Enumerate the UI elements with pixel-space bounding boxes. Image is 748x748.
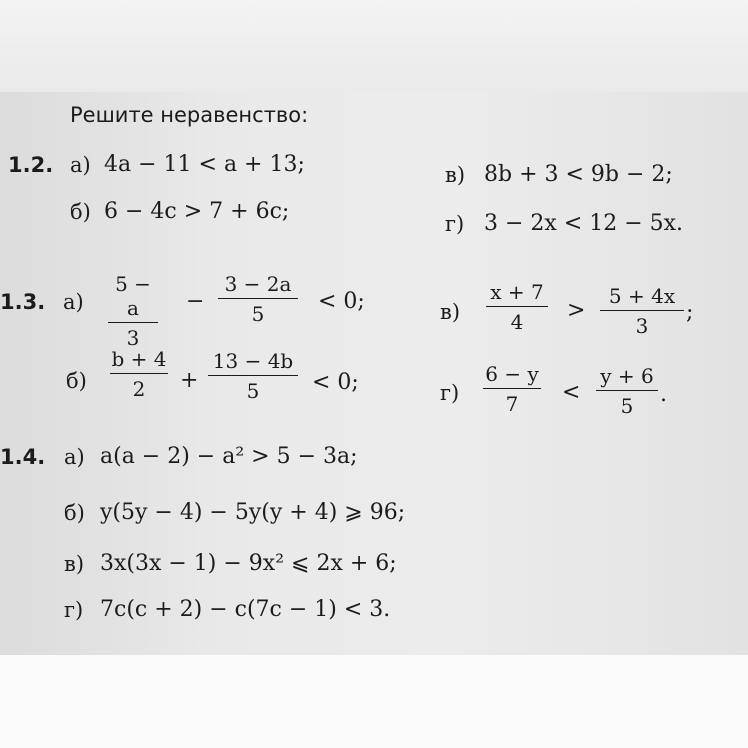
fraction-bar — [110, 373, 168, 374]
ex13-v-operator: > — [567, 298, 586, 323]
ex13-a-operator: − — [186, 289, 205, 314]
exercise-number-1-2: 1.2. — [8, 153, 54, 177]
ex13-v-fraction-2 — [600, 284, 684, 338]
ex12-a-expr: 4a − 11 < a + 13; — [104, 152, 305, 177]
ex13-g-f1-denominator: 7 — [505, 392, 519, 416]
fraction-bar — [600, 310, 684, 311]
ex12-a-label: а) — [70, 153, 91, 177]
ex13-g-f2-denominator: 5 — [620, 394, 634, 418]
fraction-bar — [208, 375, 298, 376]
ex13-v-label: в) — [440, 300, 461, 324]
ex13-g-fraction-2 — [596, 364, 658, 418]
fraction-bar — [218, 298, 298, 299]
background-bottom — [0, 655, 748, 748]
ex14-b-expr: y(5y − 4) − 5y(y + 4) ⩾ 96; — [100, 500, 406, 525]
ex13-b-fraction-1 — [110, 347, 168, 401]
ex14-g-expr: 7c(c + 2) − c(7c − 1) < 3. — [100, 597, 391, 622]
fraction-bar — [108, 322, 158, 323]
ex13-a-f2-denominator: 5 — [251, 302, 265, 326]
ex13-v-f1-denominator: 4 — [510, 310, 524, 334]
ex13-g-fraction-1 — [483, 362, 541, 416]
ex13-g-tail: . — [660, 382, 667, 407]
ex13-g-f2-numerator: y + 6 — [600, 364, 654, 388]
ex13-v-tail: ; — [686, 300, 694, 325]
ex13-b-tail: < 0; — [312, 370, 359, 395]
fraction-bar — [483, 388, 541, 389]
ex13-g-label: г) — [440, 381, 460, 405]
ex13-b-f1-denominator: 2 — [132, 377, 146, 401]
ex13-a-f1-denominator: 3 — [126, 326, 140, 350]
ex13-v-f2-denominator: 3 — [635, 314, 649, 338]
ex13-b-f1-numerator: b + 4 — [111, 347, 167, 371]
ex14-b-label: б) — [64, 501, 85, 525]
ex13-v-f2-numerator: 5 + 4x — [608, 284, 676, 308]
ex13-v-f1-numerator: x + 7 — [490, 280, 544, 304]
ex14-a-label: а) — [64, 445, 85, 469]
ex13-g-operator: < — [562, 380, 581, 405]
ex13-g-f1-numerator: 6 − y — [485, 362, 539, 386]
ex13-b-fraction-2 — [208, 349, 298, 403]
ex13-a-fraction-1 — [108, 272, 158, 350]
ex14-v-label: в) — [64, 552, 85, 576]
ex12-g-expr: 3 − 2x < 12 − 5x. — [484, 211, 684, 236]
ex14-g-label: г) — [64, 598, 84, 622]
ex12-b-expr: 6 − 4c > 7 + 6c; — [104, 199, 290, 224]
exercise-number-1-4: 1.4. — [0, 445, 46, 469]
ex13-b-f2-numerator: 13 − 4b — [212, 349, 294, 373]
ex13-a-fraction-2 — [218, 272, 298, 326]
ex13-a-f2-numerator: 3 − 2a — [224, 272, 292, 296]
ex13-a-f1-numerator: 5 − a — [115, 272, 151, 320]
ex14-a-expr: a(a − 2) − a² > 5 − 3a; — [100, 444, 358, 469]
ex13-b-operator: + — [180, 368, 199, 393]
ex12-b-label: б) — [70, 200, 91, 224]
ex12-v-label: в) — [445, 163, 466, 187]
fraction-bar — [486, 306, 548, 307]
ex13-a-tail: < 0; — [318, 289, 365, 314]
ex13-v-fraction-1 — [486, 280, 548, 334]
background-top — [0, 0, 748, 92]
textbook-page — [0, 92, 748, 655]
ex12-v-expr: 8b + 3 < 9b − 2; — [484, 162, 673, 187]
exercise-number-1-3: 1.3. — [0, 290, 46, 314]
ex13-b-label: б) — [66, 369, 87, 393]
fraction-bar — [596, 390, 658, 391]
ex13-a-label: а) — [63, 290, 84, 314]
heading: Решите неравенство: — [70, 103, 309, 127]
ex12-g-label: г) — [445, 212, 465, 236]
ex13-b-f2-denominator: 5 — [246, 379, 260, 403]
ex14-v-expr: 3x(3x − 1) − 9x² ⩽ 2x + 6; — [100, 551, 397, 576]
